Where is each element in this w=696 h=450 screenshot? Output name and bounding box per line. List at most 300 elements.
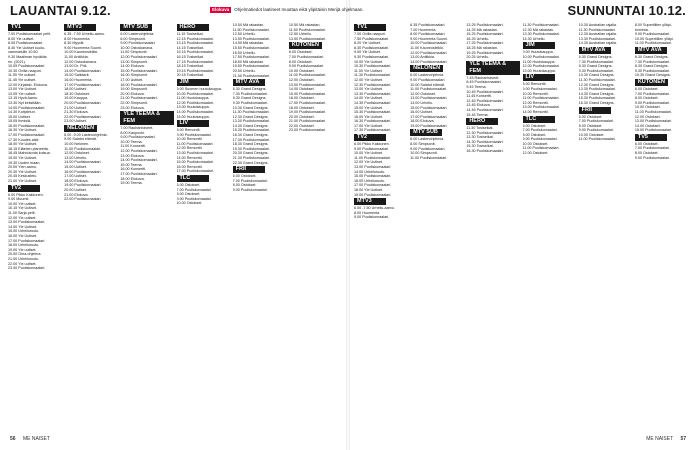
program-entry: 8.00 Ostokset. [522,132,547,137]
program-entry: 8.00 Ostokset. [232,183,257,188]
program-entry: 19.00 Yle Uutiset. [8,156,38,161]
channel-header: TV5 [635,134,667,141]
program-entry: 11.00 Puoliskomaalari. [64,146,102,151]
channel-header: YLE TEEMA & FEM [120,111,173,125]
program-entry: 8.00 Remontti. [522,82,547,87]
program-entry: 6.00 -9.00 Lastenohjelmia. [64,132,108,137]
program-entry: 15.00 Puoliskomaalari. [354,174,392,179]
program-entry: 16.00 Uutiset. [410,110,433,115]
program-entry: 8.30 Puoliskomaalari. [354,45,390,50]
program-entry: 7.30 Puoliskomaalari. [232,91,268,96]
program-entry: 9.00 Puoliskomaalari. [232,188,268,192]
program-entry: 6.00 Lastenohjelmia. [410,137,445,142]
program-entry: 15.00 Teema. [120,162,143,167]
program-entry: 13.05 Yle uutiset. [8,91,37,96]
program-entry: 11.00 Puoliskomaalari. [288,73,326,78]
program-entry: 10.05 Puoliskomaalari. [8,64,46,69]
program-entry: 10.00 Ostokset. [578,132,605,137]
program-entry: 9.30 Puoliskomaalari. [232,100,268,105]
program-entry: 16.30 Grand Designs. [578,100,615,105]
channel-header: NELONEN [64,125,97,132]
program-entry: 9.00 Puoliskomaalari. [634,100,671,105]
program-entry: 7.00 Puoliskomaalari. [288,54,325,59]
program-entry: 11.00 Puoliskomaalari. [410,155,448,160]
program-entry: 10.30 Puoliskomaalari. [354,64,392,69]
program-entry: 10.00 Ostokset. [288,68,315,73]
program-entry: 13.00 Yle Uutiset. [8,87,38,92]
program-entry: 9.00 Puoliskomaalari. [634,155,671,160]
program-entry: 14.00 Ostokset. [288,87,315,92]
program-entry: 19.30 Uuden maan. [8,160,41,165]
program-entry: 22.00 Puoliskomaalari. [64,114,102,119]
program-entry: 8.00 Ostokset. [176,192,201,197]
program-entry: 19.00 Yle uutiset. [8,247,37,252]
program-entry: 14.00 Urheiluruutu. [354,169,386,174]
program-entry: 14.00 Yle Uutiset. [8,224,38,229]
channel-header: MTV AVA [233,79,265,86]
program-entry: 15.00 Uutiset. [64,165,87,170]
program-entry: 13.00 Puoliskomaalari. [410,96,448,101]
program-entry: 15.00 Salkkarit. [64,73,90,78]
listing-column [289,23,342,427]
program-entry: 14.50 Mä rakastan. [232,41,265,46]
program-entry: 12.30 Australian rajalla. [578,32,617,37]
right-date-heading: SUNNUNTAI 10.12. [567,3,686,18]
program-entry: 7.30 Puoliskomaalari. [578,59,614,64]
program-entry: 14.00 Remontti. [176,155,203,160]
program-entry: 18.00 Urheiluruutu. [8,243,40,248]
program-entry: 19.00 Kauppa. [64,96,89,101]
program-entry: 18.00 Elokuva. [64,178,89,183]
program-entry: 6.00 Lastenohjelmia. [410,73,445,78]
listing-column [579,23,632,427]
program-entry: 9.00 Puoliskomaalari. [522,137,558,142]
program-entry: 13.00 Puoliskomaalari. [8,220,46,225]
program-entry: 14.30 Australian rajalla. [578,41,617,46]
program-entry: 14.30 Puoliskomaalari. [466,139,504,144]
channel-header: MTV SUB [410,129,442,136]
program-entry: 17.50 Puoliskomaalari. [232,55,270,60]
legend-text: Ohjelmatiedot laatineet muuttaa eikä ylipitäisin Merijä ohjelmaan. [234,7,364,12]
program-entry: 19.25 Puoliskomaalari. [466,50,504,55]
program-entry: 15.05 Ihmisiä. [8,119,31,124]
program-entry: 21.00 Yle Uutiset. [8,179,38,183]
program-entry: 8.00 Puoliskomaalari. [410,32,446,37]
program-entry: 21.00 Uutiset. [64,105,87,110]
program-entry: 20.00 Ylen aamu. [8,165,37,170]
program-entry: 17.00 Puoliskomaalari. [176,169,214,174]
program-entry: 19.00 Puoliskomaalari. [64,183,102,188]
program-entry: 11.00 Huutokauppa. [522,59,556,64]
program-entry: 8.00 Supertiilien ylläpi- [634,23,672,27]
program-entry: 17.00 Uutiset. [64,174,87,179]
program-entry: 21.50 Puoliskomaalari. [232,73,270,78]
program-entry: 7.00 Ovilla naapuri. [354,32,386,36]
program-entry: 16.00 Remontti. [176,164,203,169]
program-entry: 13.30 Tosiseikat. [466,135,494,140]
program-entry: 16.30 Puoliskomaalari. [354,119,392,124]
channel-header: HERO [177,24,209,31]
program-entry: 7.00 Puoliskomaalari. [176,187,212,192]
channel-header: LIV [177,120,209,127]
program-entry: 12.00 Puoliskomaalari. [176,100,214,105]
program-entry: 10.15 Yle Uutiset. [8,206,38,211]
program-entry: 6.00 Ostokset. [522,123,547,128]
program-entry: 6.00 Ostokset. [176,183,201,188]
program-entry: 6.00 Ostokset. [288,50,313,55]
program-entry: toiminta. [634,27,649,32]
program-entry: 20.30 Yle Uutiset. [8,169,38,174]
program-entry: 8.00 Simpsonit. [410,142,436,147]
program-entry: 16.00 Konsertti. [120,167,147,172]
listing-column [177,23,230,427]
program-entry: 12.00 Yle Uutiset. [354,77,384,82]
program-entry: 11.30 Puoliskomaalari. [522,23,560,27]
program-entry: 7.50 Puoliskomaalari. [354,36,390,41]
program-entry: 14.00 Urheilu. [410,100,434,105]
channel-header: JIM [177,79,209,86]
program-entry: 6.00 Ostokset. [578,114,603,119]
channel-header: TV1 [8,24,40,31]
program-entry: 13.15 Puoliskomaalari. [176,41,214,46]
program-entry: 9.00 Suomen huutokauppa. [176,86,222,91]
program-entry: 19.00 Puoliskomaalari. [410,123,448,128]
program-entry: 17.00 Puoliskomaalari. [120,172,158,177]
program-entry: 15.00 Yle Uutiset. [354,105,384,110]
program-entry: 20.00 Oma-ohjelma. [8,252,42,257]
program-entry: 13.00 Huutokauppa. [176,105,210,110]
program-entry: 11.00 Puoliskomaalari. [634,109,672,114]
program-entry: 10.00 Yle Uutiset. [354,59,384,64]
program-entry: 11.00 Puoliskomaalari. [522,146,560,151]
program-entry: 12.30 Grand Designs. [578,82,615,87]
program-entry: 12.00 Ostoskanava. [64,59,97,64]
program-entry: 16.25 Urheilu. [466,36,490,41]
program-entry: 17.00 Puoliskomaalari. [288,100,327,105]
program-entry: 15.45 Teema. [466,112,489,117]
program-entry: 15.25 Puoliskomaalari. [466,32,504,37]
program-entry: 8.30 Grand Designs. [232,96,267,101]
program-entry: 20.00 Puoliskomaalari. [64,100,102,105]
program-entry: 12.00 Yle Uutiset. [354,160,384,165]
left-magazine-name: ME NAISET [22,436,50,442]
listing-column [64,23,117,427]
program-entry: 17.30 Kuudes aisti. [8,137,40,142]
listing-column [635,23,688,427]
program-entry: 17.00 Yle Uutiset. [354,123,384,128]
program-entry: 15.15 Puoliskomaalari. [176,50,214,55]
program-entry: 19.15 Puoliskomaalari. [176,68,214,73]
program-entry: 12.50 Urheilu. [232,32,256,37]
program-entry: 10.00 Salatut elämät. [410,82,446,87]
listing-column [233,23,286,427]
program-entry: 10.50 Mä rakastan. [232,23,265,27]
program-entry: 14.15 Tosiseikat. [176,45,204,50]
program-entry: 15.00 Puoliskomaalari. [176,160,214,165]
program-entry: 12.00 Remontti. [522,100,549,105]
program-entry: 14.30 Urheilu. [522,36,546,41]
program-entry: 16.15 Tosiseikat. [176,54,204,59]
program-entry: 6.00 Ostokset. [634,141,659,146]
program-entry: 18.45 Mahdotonta kutsua. [8,151,51,156]
program-entry: 19.50 Puoliskomaalari. [232,64,270,69]
program-entry: 17.00 Uutiset. [120,77,144,82]
program-entry: 14.00 Puoliskomaalari. [64,160,102,165]
program-entry: 11.50 Puoliskomaalari. [232,27,270,32]
program-entry: 18.00 Puoliskomaalari. [120,82,158,87]
program-entry: 13.25 Puoliskomaalari. [466,23,504,27]
program-entry: 14.00 Puoliskomaalari. [410,59,448,64]
program-entry: 13.30 Puoliskomaalari. [354,91,392,96]
program-entry: 9.00 Puoliskomaalari. [120,135,156,140]
program-entry: 18.15 Tosiseikat. [176,64,204,69]
channel-header: NELONEN [410,65,443,72]
program-entry: 7.00 Puoliskomaalari. [578,119,614,124]
program-entry: 12.15 Puoliskomaalari. [176,36,214,41]
program-entry: 15.00 Urheiluruutu. [8,229,40,234]
channel-header: LIV [523,74,555,81]
program-entry: 10.00 Nelonen. [64,142,90,147]
program-entry: 8.00 Yle uutiset. [8,36,35,41]
program-entry: 13.00 Urheilu. [64,155,88,160]
program-entry: 13.30 Puoliskomaalari. [522,32,560,37]
program-entry: 9.30 Maailman hyväkäs [8,54,47,59]
program-entry: 21.00 Elokuva. [64,192,89,197]
program-entry: 16.50 Urheilu. [232,50,256,55]
program-entry: 6.00 Ostokset. [634,86,659,91]
program-entry: 7.00 Huomenta. [410,27,437,32]
program-entry: 9.00 Muumit. [8,197,30,202]
program-entry: 7.00 Rauhantoiveet. [120,126,154,131]
program-entry: 12.00 Remontti. [176,146,203,151]
program-entry: 11.00 Puoliskomaalari. [176,141,214,146]
program-entry: 13.00 Puoliskomaalari. [176,151,214,156]
program-entry: 18.00 Uutiset. [64,87,87,92]
program-entry: 11.30 Puoliskomaalari. [578,27,616,32]
program-entry: 23.00 Puoliskomaalari. [288,128,327,133]
program-entry: 8.00 Huomenta. [64,36,91,41]
channel-header: KUTONEN [635,79,668,86]
program-entry: 18.00 Ostokset. [288,105,315,110]
program-entry: 23.00 Elokuva. [120,105,145,110]
left-footer [10,436,50,442]
program-entry: 17.15 Puoliskomaalari. [176,59,214,64]
program-entry: 10.30 Australian rajalla. [578,23,617,27]
program-entry: 8.00 Kaupunki. [120,130,145,135]
program-entry: 9.00 Puoliskomaalari. [288,64,325,69]
program-entry: 16.00 Puoliskomaalari. [8,123,46,128]
program-entry: 13.30 Nyt keksitään. [8,100,42,105]
program-entry: 13.00 Huutokauppa. [522,68,556,73]
program-entry: 6.30 Grand Designs. [232,87,267,92]
program-entry: 10.00 Puoliskomaalari. [176,91,214,96]
program-entry: 11.30 Tosiseikat. [466,126,494,131]
program-entry: 23.00 Uutiset. [64,119,87,124]
program-entry: 10.30 Grand Designs. [578,73,615,78]
program-entry: 19.30 Puoliskomaalari. [232,146,270,151]
program-entry: 8.30 Myyrät. [64,41,85,46]
program-entry: 10.00 Supertiilien ylläpi. [634,36,674,41]
program-entry: 11.45 Yle uutiset. [8,77,37,82]
program-entry: 13.00 Puoliskomaalari. [522,105,560,110]
program-entry: 9.00 Puoliskomaalari. [410,77,446,82]
program-entry: 13.45 Elokuva. [466,103,491,108]
program-entry: 11.00 Konsertti. [120,144,146,149]
program-entry: 12.30 Mä rakastan. [522,27,555,32]
program-entry: 6.00 Pikku Kakkonen. [354,142,390,147]
program-entry: 17.00 Puoliskomaalari. [8,238,46,243]
program-entry: 7.45 Rauhantoiveet. [466,75,500,80]
program-entry: 9.00 Huomenta Suomi. [64,45,102,50]
channel-header: TLC [523,116,555,123]
program-entry: 19.00 Puoliskomaalari. [288,110,327,115]
program-entry: 18.30 Ostokset. [64,91,90,96]
listing-column [120,23,173,427]
program-entry: 11.30 Puoliskomaalari. [354,73,392,78]
legend-movie-key: Elokuva [212,7,230,12]
program-entry: 6.00 Ostokset. [232,174,257,179]
program-entry: 15.30 Puoliskomaalari. [354,110,392,115]
program-entry: nn. (2021). [8,59,26,64]
program-entry: 6.00 Lastenohjelmia. [120,32,155,36]
channel-header: TV2 [354,134,386,141]
program-entry: 12.00 Ostokset. [410,91,436,96]
program-entry: 14.00 Ostokset. [634,123,661,128]
program-entry: 15.30 Puoliskomaalari. [578,96,616,101]
program-entry: 12.45 Puoliskomaalari. [466,98,504,103]
program-entry: 9.00 Yle Uutiset. [354,50,381,55]
program-entry: 15.00 Uutiset. [8,114,31,119]
program-entry: 9.00 Puoliskomaalari. [120,41,156,46]
program-entry: 13.30 Puoliskomaalari. [578,87,616,92]
program-entry: 7.00 Puoliskomaalari. [634,146,671,151]
program-entry: 14.00 Puoliskomaalari. [120,158,158,163]
program-entry: 20.50 Urheilu. [232,68,256,73]
program-entry: 14.00 Puoliskomaalari. [64,68,102,73]
program-entry: 16.00 Puoliskomaalari. [64,169,102,174]
program-entry: 8.00 Ostokset. [634,151,659,156]
right-page-number: 57 [680,436,686,442]
program-entry: 9.30 Puoliskomaalari. [578,68,614,73]
program-entry: 11.50 Puoliskomaalari. [288,27,326,32]
program-entry: 22.00 Puoliskomaalari. [64,197,102,202]
program-entry: 10.30 Ovilla naapuri. [8,68,42,73]
program-entry: 15.30 Tosiseikat. [466,144,494,149]
program-entry: 14.30 Grand Designs. [232,123,269,128]
channel-header: MTV SUB [120,24,152,31]
program-entry: 11.30 Puoliskomaalari. [232,110,270,115]
channel-header: MTV AVA [579,47,611,54]
program-entry: 10.45 Puoliskomaalari. [466,89,504,94]
program-entry: 20.15 Tosiseikat. [176,73,204,78]
program-entry: 9.45 Teema. [466,84,487,89]
program-entry: 6.00 Pikku Kakkonen. [8,192,44,197]
program-entry: 12.00 Kirjatalo. Elokuva. [8,82,48,87]
program-entry: 10.00 Ostokset. [176,201,203,206]
program-entry: 16.00 Simpsonit. [120,73,148,78]
program-entry: 17.25 Puoliskomaalari. [466,41,504,46]
program-entry: 11.15 Tosiseikat. [176,32,204,36]
program-entry: 6.35 -7.50 Urheilu-aamu. [64,32,105,36]
program-entry: 10.00 Yle Uutiset. [354,151,384,156]
program-entry: 13.00 Puoliskomaalari. [354,165,392,170]
program-entry: 10.00 Puoliskomaalari. [522,54,560,59]
program-entry: 8.05 Puoliskomaalari. [8,41,44,46]
program-entry: 13.00 Puoliskomaalari. [288,82,327,87]
program-entry: 13.00 Yle Uutiset. [354,87,384,92]
program-entry: 10.00 Ostokset. [522,141,549,146]
program-entry: 16.00 Ostokset. [288,96,315,101]
program-entry: 10.50 Mä rakastan. [288,23,321,27]
program-entry: 16.00 Huomenta. [64,77,93,82]
program-entry: 8.30 Grand Designs. [578,64,613,69]
listing-column [354,23,407,427]
program-entry: 13.30 Puoliskomaalari. [578,36,616,41]
program-entry: 16.30 Puoliskomaalari. [466,149,504,154]
program-entry: 12.30 Puoliskomaalari. [466,130,504,135]
program-entry: 9.00 Huomenta Suomi. [410,36,448,41]
program-entry: 12.00 Ostokset. [634,114,661,119]
program-entry: 21.30 Puoliskomaalari. [232,156,270,161]
program-entry: 13.30 Puoliskomaalari. [232,119,270,124]
program-entry: 8.20 Yle Uutiset. [354,41,381,46]
program-entry: 20.00 Elokuva. [120,91,145,96]
listing-column [410,23,463,427]
program-entry: 9.00 Huutokauppa. [522,50,554,55]
program-entry: 21.00 Puoliskomaalari. [120,96,158,101]
channel-header: KUTONEN [289,42,322,49]
program-entry: 15.30 Puoliskomaalari. [232,128,270,133]
program-entry: 11.45 Konsertti. [466,94,492,99]
program-entry: 9.30 Puoliskomaalari. [354,54,390,59]
program-entry: 18.25 Mä rakastan. [466,45,498,50]
program-entry: 20.25 Urheilu. [466,55,490,60]
program-entry: 16.30 Grand Designs. [232,133,269,138]
program-entry: 8.40 Yle Uutiset kuulo- [8,45,46,50]
program-entry: 18.00 Yle Uutiset. [354,188,384,192]
program-entry: 18.00 Elokuva. [410,119,435,124]
program-entry: 12.00 Ostokset. [288,77,315,82]
program-entry: 10.00 Teema. [120,139,143,144]
program-entry: 7.00 Puoliskomaalari pelit. [8,32,52,36]
program-entry: 12.00 Yle uutiset. [8,215,37,220]
program-entry: 13.50 Puoliskomaalari. [288,36,327,41]
program-entry: 13.00 Simpsonit. [120,59,148,64]
program-entry: 10.00 Ostokset. [634,105,661,110]
channel-header: MTV3 [354,198,386,205]
program-entry: 10.00 Remontti. [522,91,549,96]
program-entry: 18.30 Grand Designs. [232,142,269,147]
program-entry: 13.50 Puoliskomaalari. [232,36,270,41]
program-entry: 12.00 Puoliskomaalari. [522,64,560,69]
program-entry: 9.00 Puoliskomaalari. [354,146,390,151]
program-entry: 11.00 Puoliskomaalari. [578,137,616,142]
program-entry: 15.00 Huutokauppa. [176,114,210,119]
program-entry: 8.00 Simpsonit. [120,36,146,41]
program-entry: 22.00 Simpsonit. [120,100,148,105]
program-entry: 14.30 Puoliskomaalari. [354,100,392,105]
listing-column [466,23,519,427]
channel-header: HERO [466,118,498,125]
program-entry: 9.30 Puoliskomaalari. [634,68,671,73]
program-entry: 8.00 Huomenta. [354,210,381,215]
program-entry: 12.00 Puoliskomaalari. [120,54,158,59]
program-entry: 18.50 Mä rakastan. [232,59,265,64]
listing-column [8,23,61,427]
program-entry: 17.00 Puoliskomaalari. [8,133,46,138]
program-entry: 18.15 Eläinten planeetta. [8,146,49,151]
program-entry: 9.00 Salatut elämät. [64,137,97,142]
